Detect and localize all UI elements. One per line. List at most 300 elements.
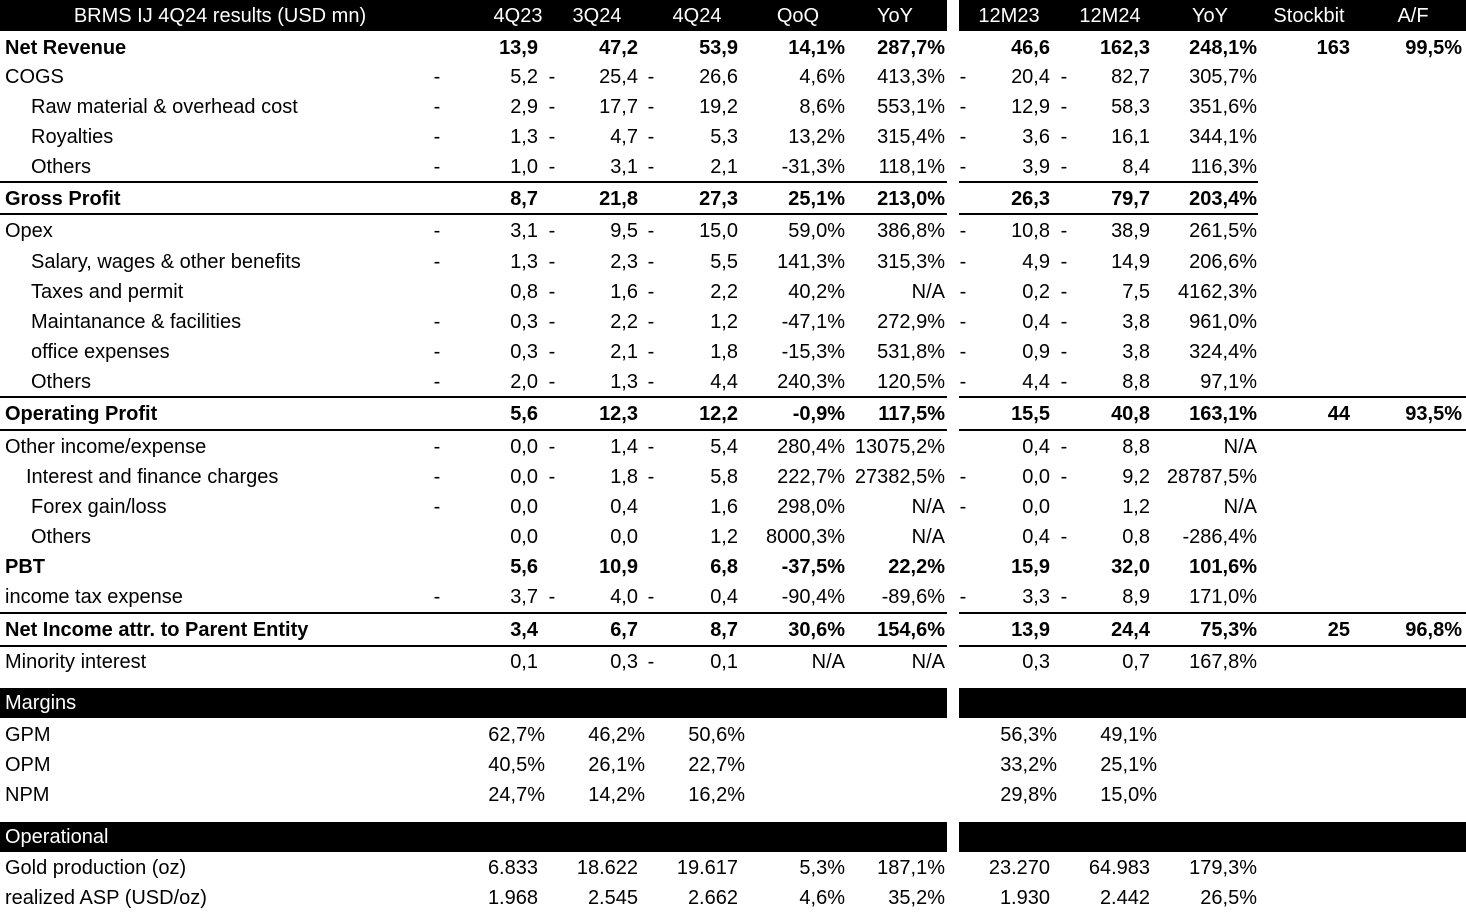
value-cell: 25,1% <box>1100 754 1157 776</box>
value-cell: 35,2% <box>888 887 945 909</box>
divider-line <box>0 213 947 215</box>
value-cell: -286,4% <box>1182 526 1257 548</box>
value-cell: 531,8% <box>877 341 945 363</box>
operational-section-row <box>0 822 1466 852</box>
negative-marker: - <box>1060 466 1068 488</box>
row-label: Others <box>31 371 92 393</box>
value-cell: 28787,5% <box>1166 466 1257 488</box>
negative-marker: - <box>647 586 655 608</box>
table-row <box>0 552 1466 582</box>
negative-marker: - <box>959 251 967 273</box>
value-cell: 30,6% <box>788 619 845 641</box>
negative-marker: - <box>959 156 967 178</box>
value-cell: 1,6 <box>610 281 638 303</box>
value-cell: 24,4 <box>1111 619 1150 641</box>
value-cell: 12,9 <box>1011 96 1050 118</box>
row-label: Interest and finance charges <box>26 466 279 488</box>
divider-line <box>0 612 947 614</box>
negative-marker: - <box>548 311 556 333</box>
row-label: Maintanance & facilities <box>31 311 242 333</box>
row-label: Minority interest <box>5 651 147 673</box>
negative-marker: - <box>433 466 441 488</box>
negative-marker: - <box>647 371 655 393</box>
value-cell: 19.617 <box>676 857 738 879</box>
value-cell: 25 <box>1327 619 1350 641</box>
value-cell: 0,1 <box>710 651 738 673</box>
value-cell: 29,8% <box>1000 784 1057 806</box>
negative-marker: - <box>959 496 967 518</box>
negative-marker: - <box>647 251 655 273</box>
value-cell: 141,3% <box>777 251 845 273</box>
value-cell: 24,7% <box>488 784 545 806</box>
value-cell: 58,3 <box>1111 96 1150 118</box>
value-cell: 8,6% <box>799 96 845 118</box>
value-cell: 1,3 <box>510 251 538 273</box>
value-cell: 10,9 <box>599 556 638 578</box>
table-row <box>0 367 1466 397</box>
value-cell: 222,7% <box>777 466 845 488</box>
table-row <box>0 522 1466 552</box>
value-cell: 22,2% <box>888 556 945 578</box>
value-cell: 3,3 <box>1022 586 1050 608</box>
row-label: Operating Profit <box>5 403 158 425</box>
value-cell: 23.270 <box>988 857 1050 879</box>
value-cell: 3,6 <box>1022 126 1050 148</box>
row-label: Royalties <box>31 126 114 148</box>
value-cell: 8000,3% <box>766 526 845 548</box>
value-cell: 8,8 <box>1122 436 1150 458</box>
value-cell: 4,0 <box>610 586 638 608</box>
column-header: YoY <box>877 4 913 27</box>
negative-marker: - <box>1060 281 1068 303</box>
value-cell: 6,8 <box>710 556 738 578</box>
value-cell: 213,0% <box>877 188 945 210</box>
value-cell: 179,3% <box>1189 857 1257 879</box>
operational-row <box>0 853 1466 883</box>
divider-line <box>959 612 1466 614</box>
negative-marker: - <box>647 96 655 118</box>
value-cell: 62,7% <box>488 724 545 746</box>
row-label: Net Revenue <box>5 37 127 59</box>
value-cell: 2,2 <box>610 311 638 333</box>
value-cell: 82,7 <box>1111 66 1150 88</box>
value-cell: 1,3 <box>610 371 638 393</box>
value-cell: 33,2% <box>1000 754 1057 776</box>
value-cell: 0,2 <box>1022 281 1050 303</box>
divider-line <box>0 396 947 398</box>
operational-row <box>0 883 1466 913</box>
value-cell: 116,3% <box>1190 156 1257 178</box>
value-cell: 12,2 <box>699 403 738 425</box>
table-row <box>0 33 1466 63</box>
value-cell: 4,6% <box>799 887 845 909</box>
negative-marker: - <box>548 586 556 608</box>
column-header: 4Q23 <box>493 4 543 27</box>
value-cell: 324,4% <box>1189 341 1257 363</box>
negative-marker: - <box>959 126 967 148</box>
value-cell: 8,7 <box>710 619 738 641</box>
divider-line <box>0 181 947 183</box>
value-cell: 8,9 <box>1122 586 1150 608</box>
negative-marker: - <box>1060 251 1068 273</box>
value-cell: 120,5% <box>877 371 945 393</box>
value-cell: 4,4 <box>1022 371 1050 393</box>
value-cell: 5,6 <box>510 403 538 425</box>
value-cell: 4162,3% <box>1178 281 1257 303</box>
negative-marker: - <box>1060 156 1068 178</box>
negative-marker: - <box>1060 126 1068 148</box>
value-cell: 13,9 <box>499 37 538 59</box>
negative-marker: - <box>959 466 967 488</box>
value-cell: 4,6% <box>799 66 845 88</box>
negative-marker: - <box>548 281 556 303</box>
value-cell: -15,3% <box>781 341 845 363</box>
value-cell: 4,9 <box>1022 251 1050 273</box>
value-cell: 167,8% <box>1189 651 1257 673</box>
value-cell: 13,2% <box>788 126 845 148</box>
value-cell: 40,8 <box>1111 403 1150 425</box>
negative-marker: - <box>959 371 967 393</box>
value-cell: 26,3 <box>1011 188 1050 210</box>
value-cell: 351,6% <box>1189 96 1257 118</box>
value-cell: 386,8% <box>877 220 945 242</box>
value-cell: N/A <box>1223 496 1257 518</box>
section-title: Operational <box>5 826 109 848</box>
negative-marker: - <box>1060 436 1068 458</box>
row-label: COGS <box>5 66 64 88</box>
value-cell: 6.833 <box>487 857 538 879</box>
divider-line <box>959 213 1258 215</box>
negative-marker: - <box>433 66 441 88</box>
negative-marker: - <box>548 156 556 178</box>
value-cell: 2,1 <box>710 156 738 178</box>
value-cell: 163,1% <box>1189 403 1257 425</box>
value-cell: 5,8 <box>710 466 738 488</box>
value-cell: 1.968 <box>487 887 538 909</box>
value-cell: 1,4 <box>610 436 638 458</box>
value-cell: 1,8 <box>710 341 738 363</box>
value-cell: 8,8 <box>1122 371 1150 393</box>
negative-marker: - <box>548 126 556 148</box>
value-cell: 13,9 <box>1011 619 1050 641</box>
value-cell: -90,4% <box>781 586 845 608</box>
value-cell: 280,4% <box>777 436 845 458</box>
value-cell: 3,7 <box>510 586 538 608</box>
value-cell: 26,6 <box>699 66 738 88</box>
value-cell: 32,0 <box>1111 556 1150 578</box>
negative-marker: - <box>647 311 655 333</box>
margins-row <box>0 720 1466 750</box>
negative-marker: - <box>1060 66 1068 88</box>
value-cell: 97,1% <box>1200 371 1257 393</box>
value-cell: 49,1% <box>1100 724 1157 746</box>
value-cell: 22,7% <box>688 754 745 776</box>
value-cell: 0,8 <box>1122 526 1150 548</box>
value-cell: 2.545 <box>587 887 638 909</box>
value-cell: 14,2% <box>588 784 645 806</box>
value-cell: 1,3 <box>510 126 538 148</box>
value-cell: 0,3 <box>610 651 638 673</box>
value-cell: 3,4 <box>510 619 538 641</box>
negative-marker: - <box>647 156 655 178</box>
value-cell: 4,4 <box>710 371 738 393</box>
negative-marker: - <box>548 251 556 273</box>
column-header: 12M23 <box>978 4 1040 27</box>
value-cell: 5,3% <box>799 857 845 879</box>
negative-marker: - <box>959 341 967 363</box>
value-cell: 1,2 <box>1122 496 1150 518</box>
value-cell: 5,6 <box>510 556 538 578</box>
value-cell: 6,7 <box>610 619 638 641</box>
value-cell: -31,3% <box>781 156 845 178</box>
value-cell: 40,5% <box>488 754 545 776</box>
row-label: GPM <box>5 724 51 746</box>
value-cell: 79,7 <box>1111 188 1150 210</box>
value-cell: 27,3 <box>699 188 738 210</box>
column-header: 4Q24 <box>672 4 722 27</box>
value-cell: 0,0 <box>510 496 538 518</box>
value-cell: 25,1% <box>788 188 845 210</box>
value-cell: 0,0 <box>610 526 638 548</box>
value-cell: 1,8 <box>610 466 638 488</box>
value-cell: 117,5% <box>878 403 945 425</box>
column-header: A/F <box>1397 4 1429 27</box>
negative-marker: - <box>433 341 441 363</box>
negative-marker: - <box>433 436 441 458</box>
negative-marker: - <box>548 96 556 118</box>
negative-marker: - <box>647 220 655 242</box>
row-label: Net Income attr. to Parent Entity <box>5 619 309 641</box>
value-cell: 47,2 <box>599 37 638 59</box>
value-cell: 240,3% <box>777 371 845 393</box>
value-cell: 3,8 <box>1122 341 1150 363</box>
value-cell: 46,2% <box>588 724 645 746</box>
value-cell: 14,1% <box>788 37 845 59</box>
value-cell: 0,9 <box>1022 341 1050 363</box>
value-cell: 3,1 <box>510 220 538 242</box>
column-header: QoQ <box>776 4 820 27</box>
negative-marker: - <box>548 220 556 242</box>
column-header: Stockbit <box>1273 4 1345 27</box>
negative-marker: - <box>647 436 655 458</box>
value-cell: 25,4 <box>599 66 638 88</box>
value-cell: 16,1 <box>1111 126 1150 148</box>
value-cell: 0,0 <box>1022 496 1050 518</box>
negative-marker: - <box>433 156 441 178</box>
negative-marker: - <box>959 586 967 608</box>
negative-marker: - <box>433 96 441 118</box>
value-cell: 12,3 <box>599 403 638 425</box>
negative-marker: - <box>959 220 967 242</box>
value-cell: 2,2 <box>710 281 738 303</box>
value-cell: 0,3 <box>510 341 538 363</box>
section-title: Margins <box>5 692 77 714</box>
value-cell: 2,0 <box>510 371 538 393</box>
value-cell: 93,5% <box>1405 403 1462 425</box>
row-label: NPM <box>5 784 50 806</box>
value-cell: 1.930 <box>999 887 1050 909</box>
value-cell: 13075,2% <box>854 436 945 458</box>
negative-marker: - <box>647 281 655 303</box>
value-cell: 344,1% <box>1189 126 1257 148</box>
negative-marker: - <box>548 466 556 488</box>
table-row <box>0 615 1466 645</box>
value-cell: 26,1% <box>588 754 645 776</box>
value-cell: 5,5 <box>710 251 738 273</box>
negative-marker: - <box>433 126 441 148</box>
negative-marker: - <box>433 311 441 333</box>
table-row <box>0 647 1466 677</box>
value-cell: -0,9% <box>792 403 845 425</box>
negative-marker: - <box>647 126 655 148</box>
value-cell: 3,1 <box>610 156 638 178</box>
value-cell: 0,4 <box>710 586 738 608</box>
value-cell: 16,2% <box>688 784 745 806</box>
negative-marker: - <box>1060 586 1068 608</box>
value-cell: 10,8 <box>1011 220 1050 242</box>
value-cell: 19,2 <box>699 96 738 118</box>
negative-marker: - <box>433 496 441 518</box>
row-label: Salary, wages & other benefits <box>31 251 301 273</box>
value-cell: 4,7 <box>610 126 638 148</box>
divider-line <box>959 429 1466 431</box>
divider-line <box>0 429 947 431</box>
value-cell: 0,4 <box>1022 311 1050 333</box>
negative-marker: - <box>1060 96 1068 118</box>
value-cell: 261,5% <box>1189 220 1257 242</box>
value-cell: N/A <box>911 526 945 548</box>
divider-line <box>959 645 1466 647</box>
value-cell: 5,2 <box>510 66 538 88</box>
table-row <box>0 462 1466 492</box>
row-label: Gross Profit <box>5 188 121 210</box>
value-cell: 0,0 <box>510 436 538 458</box>
value-cell: 0,0 <box>510 466 538 488</box>
value-cell: 0,4 <box>1022 436 1050 458</box>
value-cell: 1,2 <box>710 311 738 333</box>
negative-marker: - <box>433 586 441 608</box>
negative-marker: - <box>959 66 967 88</box>
value-cell: 272,9% <box>877 311 945 333</box>
value-cell: 163 <box>1316 37 1350 59</box>
negative-marker: - <box>548 341 556 363</box>
table-row <box>0 432 1466 462</box>
value-cell: 154,6% <box>877 619 945 641</box>
row-label: Others <box>31 156 92 178</box>
table-row <box>0 247 1466 277</box>
value-cell: N/A <box>911 281 945 303</box>
value-cell: 248,1% <box>1189 37 1257 59</box>
value-cell: 2,1 <box>610 341 638 363</box>
negative-marker: - <box>647 466 655 488</box>
row-label: Taxes and permit <box>31 281 184 303</box>
value-cell: 203,4% <box>1189 188 1257 210</box>
value-cell: 75,3% <box>1200 619 1257 641</box>
value-cell: 0,0 <box>1022 466 1050 488</box>
negative-marker: - <box>647 651 655 673</box>
row-label: office expenses <box>31 341 170 363</box>
value-cell: -37,5% <box>781 556 845 578</box>
column-header: YoY <box>1192 4 1228 27</box>
value-cell: 27382,5% <box>854 466 945 488</box>
row-label: Forex gain/loss <box>31 496 167 518</box>
negative-marker: - <box>1060 311 1068 333</box>
negative-marker: - <box>433 251 441 273</box>
row-label: OPM <box>5 754 51 776</box>
value-cell: 15,0% <box>1100 784 1157 806</box>
value-cell: 53,9 <box>699 37 738 59</box>
negative-marker: - <box>1060 526 1068 548</box>
value-cell: 59,0% <box>788 220 845 242</box>
value-cell: 38,9 <box>1111 220 1150 242</box>
value-cell: 0,1 <box>510 651 538 673</box>
value-cell: 118,1% <box>878 156 945 178</box>
value-cell: -89,6% <box>881 586 945 608</box>
table-row <box>0 216 1466 246</box>
value-cell: 8,4 <box>1122 156 1150 178</box>
row-label: Gold production (oz) <box>5 857 187 879</box>
value-cell: N/A <box>1223 436 1257 458</box>
value-cell: 206,6% <box>1189 251 1257 273</box>
value-cell: 15,5 <box>1011 403 1050 425</box>
table-row <box>0 62 1466 92</box>
negative-marker: - <box>647 341 655 363</box>
value-cell: 17,7 <box>599 96 638 118</box>
value-cell: 0,7 <box>1122 651 1150 673</box>
value-cell: 0,0 <box>510 526 538 548</box>
value-cell: -47,1% <box>781 311 845 333</box>
value-cell: 8,7 <box>510 188 538 210</box>
value-cell: 21,8 <box>599 188 638 210</box>
value-cell: 2.662 <box>687 887 738 909</box>
value-cell: 0,3 <box>510 311 538 333</box>
table-row <box>0 337 1466 367</box>
divider-line <box>0 645 947 647</box>
table-row <box>0 399 1466 429</box>
table-row <box>0 492 1466 522</box>
column-header: 3Q24 <box>572 4 622 27</box>
value-cell: 64.983 <box>1088 857 1150 879</box>
value-cell: 287,7% <box>877 37 945 59</box>
negative-marker: - <box>647 66 655 88</box>
value-cell: 14,9 <box>1111 251 1150 273</box>
value-cell: 26,5% <box>1200 887 1257 909</box>
margins-row <box>0 780 1466 810</box>
value-cell: 5,3 <box>710 126 738 148</box>
negative-marker: - <box>959 281 967 303</box>
table-row <box>0 92 1466 122</box>
value-cell: 50,6% <box>688 724 745 746</box>
value-cell: N/A <box>811 651 845 673</box>
negative-marker: - <box>548 436 556 458</box>
value-cell: 305,7% <box>1189 66 1257 88</box>
value-cell: 162,3 <box>1099 37 1150 59</box>
value-cell: 96,8% <box>1405 619 1462 641</box>
header-row <box>0 0 1466 31</box>
value-cell: 20,4 <box>1011 66 1050 88</box>
value-cell: N/A <box>911 651 945 673</box>
value-cell: 46,6 <box>1011 37 1050 59</box>
negative-marker: - <box>959 96 967 118</box>
value-cell: 9,5 <box>610 220 638 242</box>
table-row <box>0 582 1466 612</box>
negative-marker: - <box>433 220 441 242</box>
value-cell: 413,3% <box>877 66 945 88</box>
table-row <box>0 307 1466 337</box>
row-label: Opex <box>5 220 53 242</box>
table-row <box>0 184 1466 214</box>
value-cell: 0,8 <box>510 281 538 303</box>
